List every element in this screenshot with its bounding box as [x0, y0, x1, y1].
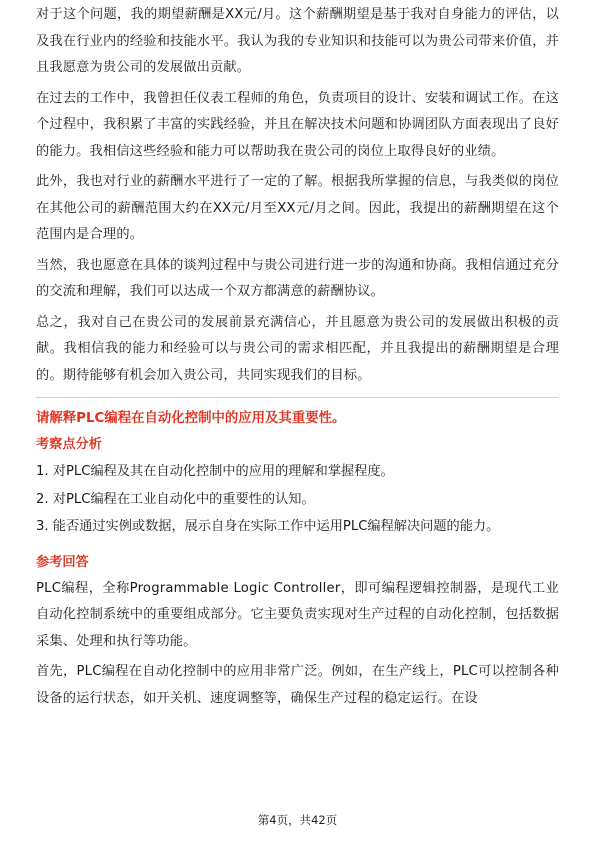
paragraph: 此外，我也对行业的薪酬水平进行了一定的了解。根据我所掌握的信息，与我类似的岗位在其他公司的薪酬范围大约在XX元/月至XX元/月之间。因此，我提出的薪酬期望在这个范围内是合理的。	[36, 174, 559, 242]
section-divider	[36, 397, 559, 398]
analysis-item: 2. 对PLC编程在工业自动化中的重要性的认知。	[36, 491, 315, 507]
answer-heading: 参考回答	[36, 554, 89, 570]
answer-paragraph: 首先，PLC编程在自动化控制中的应用非常广泛。例如，在生产线上，PLC可以控制各种设备的运行状态，如开关机、速度调整等，确保生产过程的稳定运行。在设	[36, 664, 559, 706]
paragraph: 对于这个问题，我的期望薪酬是XX元/月。这个薪酬期望是基于我对自身能力的评估，以及我在行业内的经验和技能水平。我认为我的专业知识和技能可以为贵公司带来价值，并且我愿意为贵公司的发展做出贡献。	[36, 7, 559, 75]
page-number: 第4页，共42页	[257, 813, 338, 827]
answer-section	[36, 550, 559, 713]
paragraph: 当然，我也愿意在具体的谈判过程中与贵公司进行进一步的沟通和协商。我相信通过充分的交流和理解，我们可以达成一个双方都满意的薪酬协议。	[36, 257, 559, 299]
analysis-item: 1. 对PLC编程及其在自动化控制中的应用的理解和掌握程度。	[36, 464, 394, 479]
salary-answer-continuation	[36, 0, 559, 389]
paragraph: 总之，我对自己在贵公司的发展前景充满信心，并且愿意为贵公司的发展做出积极的贡献。我相信我的能力和经验可以与贵公司的需求相匹配，并且我提出的薪酬期望是合理的。期待能够有机会加入贵公司，共同实现我们的目标。	[36, 314, 559, 383]
document-page	[36, 0, 559, 712]
answer-paragraph: PLC编程，全称Programmable Logic Controller，即可编程逻辑控制器，是现代工业自动化控制系统中的重要组成部分。它主要负责实现对生产过程的自动化控制，包括数据采集、处理和执行等功能。	[36, 580, 559, 649]
analysis-heading: 考察点分析	[36, 437, 102, 452]
analysis-section	[36, 432, 559, 541]
page-footer	[0, 812, 595, 828]
paragraph: 在过去的工作中，我曾担任仪表工程师的角色，负责项目的设计、安装和调试工作。在这个过程中，我积累了丰富的实践经验，并且在解决技术问题和协调团队方面表现出了良好的能力。我相信这些经验和能力可以帮助我在贵公司的岗位上取得良好的业绩。	[36, 90, 559, 159]
question-title: 请解释PLC编程在自动化控制中的应用及其重要性。	[36, 411, 346, 426]
analysis-item: 3. 能否通过实例或数据，展示自身在实际工作中运用PLC编程解决问题的能力。	[36, 519, 500, 534]
